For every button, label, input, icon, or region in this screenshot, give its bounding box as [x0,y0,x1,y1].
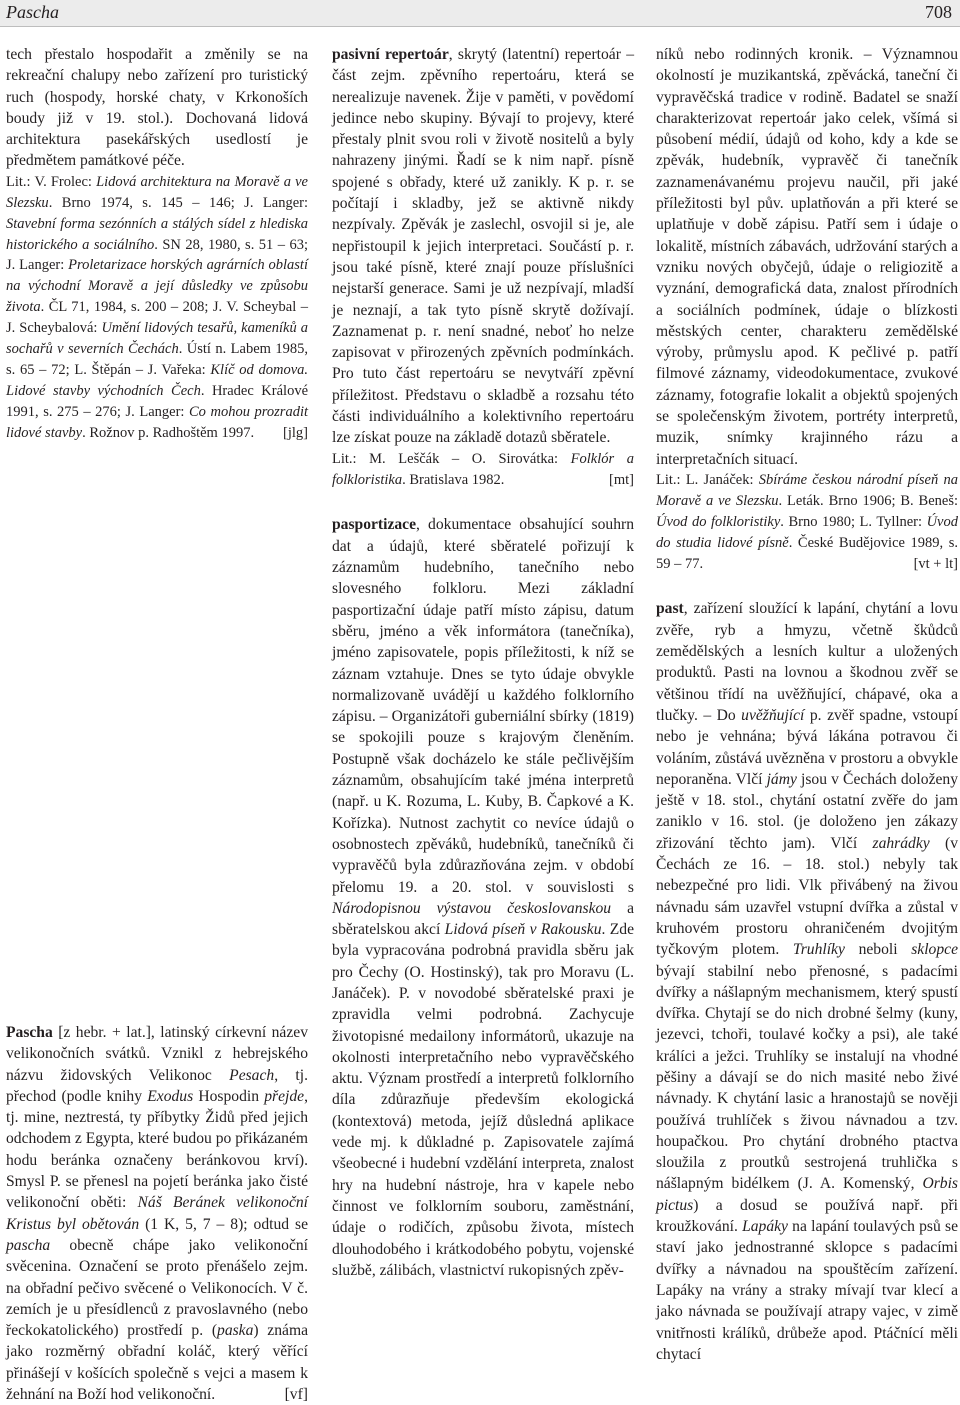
running-title: Pascha [6,2,59,22]
lit-title: Co mohou prozradit lidové stavby [6,403,308,441]
entry-italic: Lapáky [742,1218,788,1236]
entry-text: Hospodin [193,1087,265,1105]
column-3 [656,44,958,1365]
lit-rest: . Rožnov p. Radhoštěm 1997. [82,424,255,441]
lit-rest: . Brno 1974, s. 145 – 146; J. Langer: [48,194,308,211]
lit-rest: . Brno 1980; L. Tyllner: [780,513,927,530]
lit-title: Úvod do folkloristiky [656,513,781,530]
lit-title: Lidová architektura na Moravě a ve Slezsku [6,173,308,211]
entry-italic: paska [217,1322,254,1340]
lit-title: Sbíráme českou národní píseň na Moravě a ve Slezsku [656,471,958,509]
entry-past [656,598,958,1365]
entry-text: p. zvěř spadne, vstoupí nebo je vehnána; bývá lákána potravou či voláním, zůstává uvězněna v prostoru a obvykle neporaněna. Vlčí [656,706,958,788]
lit-title: Proletarizace horských agrárních oblastí na východní Moravě a její důsledky ve způsobu života [6,257,308,316]
entry-text: , dokumentace obsahující souhrn dat a údajů, které sběratelé pořizují k záznamům hudebního, tanečního nebo slovesného folkloru. Mezi základní pasportizační údaje patří místo zápisu, datum sběru, jméno a věk informátora (tanečníka), jméno zapisovatele, popis příležitosti, k níž se záznam vztahuje. Dnes se tyto údaje obvykle normalizovaně uvádějí u každého folklorního zápisu. – Organizátoři guberniální sbírky (1819) se spokojili pouze s krajovým členěním. Postupně však docházelo ke stále pečlivějším záznamům, obsahujícím také jména interpretů (např. u K. Rozuma, L. Kuby, B. Čapkové a K. Kořízka). Nutnost zachytit co nevíce údajů o osobnostech zpěváků, hudebníků, tanečníků či vypravěčů byla zdůrazňována zejm. v období přelomu 19. a 20. stol. v souvislosti s [332,516,634,896]
column-1 [6,44,308,444]
entry-text: obecně chápe jako velikonoční svěcenina. Označení se proto přenášelo zejm. na obřadní pečivo svěcené o Velikonocích. V č. zemích je u přesídlenců z pravoslavného (nebo řeckokatolického) prostředí p. ( [6,1236,308,1340]
lit-rest: . Ústí n. Labem 1985, s. 65 – 72; L. Štěpán – J. Vařeka: [6,341,308,378]
entry-text: , zařízení sloužící k lapání, chytání a lovu zvěře, ryb a hmyzu, včetně škůdců zemědělských a lesních kultur a uložených produktů. Pasti na lovnou a škodnou zvěř se většinou třídí na uvěžňující, chápavé, oka a tlučky. – Do [656,600,958,724]
entry-italic: Lidová píseň v Rakousku [444,921,602,939]
entry-italic: zahrádky [872,834,930,852]
entry-italic: pascha [6,1236,51,1254]
page-number: 708 [925,2,952,22]
entry-italic: uvěžňující [741,706,805,724]
lit-author: M. Leščák – O. Sirovátka: [356,450,571,467]
author-signature: [mt] [609,471,634,488]
page-header [0,0,960,27]
entry-text: a sběratelskou akcí [332,899,634,939]
entry-text: uplatňován a při které se uplatňuje v době zápisu. Patří sem i údaje o lokalitě, místních zábavách, udržování starých a vzniku nových obyčejů, údaje o religiozitě a vyznání, demografická data, znalost přírodních a sociálních podmínek, údaje o blízkosti městských center, charakteru zemědělské výroby, průmyslu apod. K pečlivé p. patří filmové záznamy, videodokumentace, zvukové záznamy, fotografie lokalit a objektů spojených se společenským životem, portréty interpretů, muzik, snímky krajinného rázu a interpretačních situací. [656,195,958,468]
lit-title: Stavební forma sezónních a stálých sídel z hlediska historického a sociálního [6,215,308,253]
entry-quote: Náš Beránek velikonoční Kristus byl obětován [6,1194,309,1233]
entry-text: pův. [757,195,784,213]
entry-headword: Pascha [6,1024,53,1041]
lit-rest: . Hradec Králové 1991, s. 275 – 276; J. Langer: [6,382,309,420]
entry-italic: jámy [766,770,797,788]
entry-italic: Národopisnou výstavou českoslovanskou [332,899,612,917]
literature-references [332,449,634,491]
entry-italic: sklopce [911,941,958,959]
literature-references [656,470,958,575]
entry-headword: past [656,600,684,618]
lit-label: Lit.: [332,450,357,467]
entry-text: jsou v Čechách doloženy ještě v 18. stol., chytání ostatní zvěře do jam zaniklo v 16. stol. (je doloženo jen zákazy zřizování těchto jam). Vlčí [656,770,959,852]
entry-continuation [6,44,308,172]
lit-rest: . České Budějovice 1989, s. 59 – 77. [656,534,958,572]
lit-author: V. Frolec: [30,173,97,190]
lit-rest: . ČL 71, 1984, s. 200 – 208; J. V. Scheybal – J. Scheybalová: [6,299,308,337]
entry-text: bývají stabilní nebo přenosné, s padacími dvířky a nášlapným mechanismem, který spustí dvířka. Chytají se do nich drobné šelmy (kuny, jezevci, tchoři, toulavé kočky a psi), ale také králíci a ježci. Truhlíky se instalují na vhodné pěšiny a dávají se do nich masité nebo živé návnady. K chytání lasic a hranostajů se nověji používá truhlíček s živou návnadou a tzv. houpačkou. Pro chytání drobného ptactva sloužila z proutků sestrojená truhlička s nášlapným bidélkem (J. A. Komenský, [656,962,958,1193]
literature-references [6,172,308,444]
entry-italic: Truhlíky [792,941,845,959]
lit-title: Klíč od domova. Lidové stavby východních Čech [6,361,308,399]
entry-italic: Orbis pictus [656,1175,958,1214]
entry-text: , tj. přechod (podle knihy [6,1066,308,1105]
entry-text: [z hebr. + lat.], latinský církevní název velikonočních svátků. Vznikl z hebrejského názvu židovských Velikonoc [6,1024,308,1084]
lit-rest: . Leták. Brno 1906; B. Beneš: [778,492,958,509]
entry-pasportizace [332,514,634,1281]
author-signature: [vf] [284,1386,308,1404]
entry-pascha [6,1022,308,1405]
column-2 [332,44,634,1281]
lit-rest: . SN 28, 1980, s. 51 – 63; J. Langer: [6,236,308,274]
entry-text: , skrytý (latentní) repertoár – část zejm. zpěvního repertoáru, která se nerealizuje navenek. Žije v paměti, v povědomí jedince nebo skupiny. Bývají to projevy, které přestaly plnit svou roli v životě nositelů a byly nahrazeny jinými. Řadí se k nim např. písně spojené s obřady, které už zanikly. K p. r. se počítají i skladby, jež se aktivně nikdy nezpívaly. Zpěvák je zaslechl, osvojil si je, ale nepřistoupil k jejich interpretaci. Součástí p. r. jsou také písně, které znají pouze příslušníci nejstarší generace. Sami je už nezpívají, mladší je neznají, a tak tyto písně skrytě dožívají. Zaznamenat p. r. není snadné, neboť ho nelze zapisovat v přirozených zpěvních podmínkách. Pro tuto část repertoáru se nevytváří zpěvní příležitost. Představu o skladbě a rozsahu této části individuálního a kolektivního repertoáru lze získat pouze na základě dotazů sběratele. [332,46,634,447]
lit-label: Lit.: [6,173,31,190]
entry-text: (1 K, 5, 7 – 8); odtud se [139,1215,308,1233]
entry-headword: pasivní repertoár [332,46,449,63]
lit-author: L. Janáček: [680,471,759,488]
entry-text: neboli [844,941,912,959]
entry-italic: Pesach [229,1066,275,1084]
entry-italic: Exodus [147,1087,194,1105]
entry-pasivni-repertoar [332,44,634,449]
entry-text: , tj. mine, neztrestá, ty příbytky Židů před jejich odchodem z Egypta, které budou po přikázaném hodu beránka označeny beránkovou krví). Smysl P. se přenesl na pojetí beránka jako čisté velikonoční oběti: [6,1087,308,1212]
entry-text: ) známa jako rozměrný obřadní koláč, který věřící přinášejí v košících společně s vejci a masem k žehnání na Boží hod velikonoční. [6,1322,308,1404]
entry-text: . Zde byla vypracována podrobná pravidla sběru jak pro Čechy (O. Hostinský), tak pro Moravu (L. Janáček). P. v novodobé sběratelské praxi je zpravidla velmi podrobná. Zachycuje životopisné medailony informátorů, ukazuje na okolnosti interpretačního nebo vypravěčského aktu. Význam prostředí a interpretů folklorního díla zdůrazňuje především ekologická (kontextová) metoda, jejíž důsledná aplikace vede mj. k důkladné p. Zapisovatele zajímá všeobecné i hudební vzdělání interpreta, znalost hry na hudební nástroje, hra v kapele nebo činnost ve folklorním souboru, zaměstnání, údaje o rodičích, způsobu života, místech dlouhodobého i krátkodobého pobytu, vojenské službě, zálibách, vlastnictví rukopisných zpěv- [332,921,634,1279]
lit-rest: . Bratislava 1982. [402,471,505,488]
entry-continuation [656,44,958,470]
author-signature: [vt + lt] [913,555,958,572]
entry-text: (v Čechách ze 16. – 18. stol.) nebyly tak nebezpečné pro lidi. Vlk přivábený na živou návnadu sám uzavřel vstupní dvířka a zůstal v kruhovém prostoru ohraničeném dvojitým tyčkovým plotem. [656,834,958,959]
entry-text: níků nebo rodinných kronik. – Významnou okolností je muzikantská, zpěvácká, taneční či vypravěčská tradice v rodině. Badatel se snaží charakterizovat repertoár jako celek, všímá si působení médií, údajů od koho, kdy a kde se zpěvák, hudebník, vypravěč či tanečník zaznamenávanému projevu naučil, při jaké příležitosti byl [656,46,958,213]
lit-title: Umění lidových tesařů, kameníků a sochařů v severních Čechách [6,320,308,358]
entry-text: ) a dosud se používá např. při kroužkování. [656,1196,958,1236]
author-signature: [jlg] [283,424,308,441]
entry-text-block [6,1022,308,1405]
entry-headword: pasportizace [332,516,417,534]
entry-text: tech přestalo hospodařit a změnily se na rekreační chalupy nebo zařízení pro turistický ruch (hospody, horské chaty, v Krkonoších boudy již v 19. stol.). Dochovaná lidová architektura pasekářských usedlostí je předmětem památkové péče. [6,46,308,170]
entry-italic: přejde [264,1087,305,1105]
entry-text: na lapání toulavých psů se staví jako jednostranné sklopce s padacími dvířky a návnadou na spouštěcím zařízení. Lapáky na vrány a straky mívají tvar klecí a jako návnada se používají atrapy vajec, v zimě vnitřnosti králíků, drůbeže apod. Ptáčnící měli chytací [656,1218,958,1363]
lit-title: Folklór a folkloristika [332,450,634,488]
lit-label: Lit.: [656,471,681,488]
lit-title: Úvod do studia lidové písně [656,513,958,551]
